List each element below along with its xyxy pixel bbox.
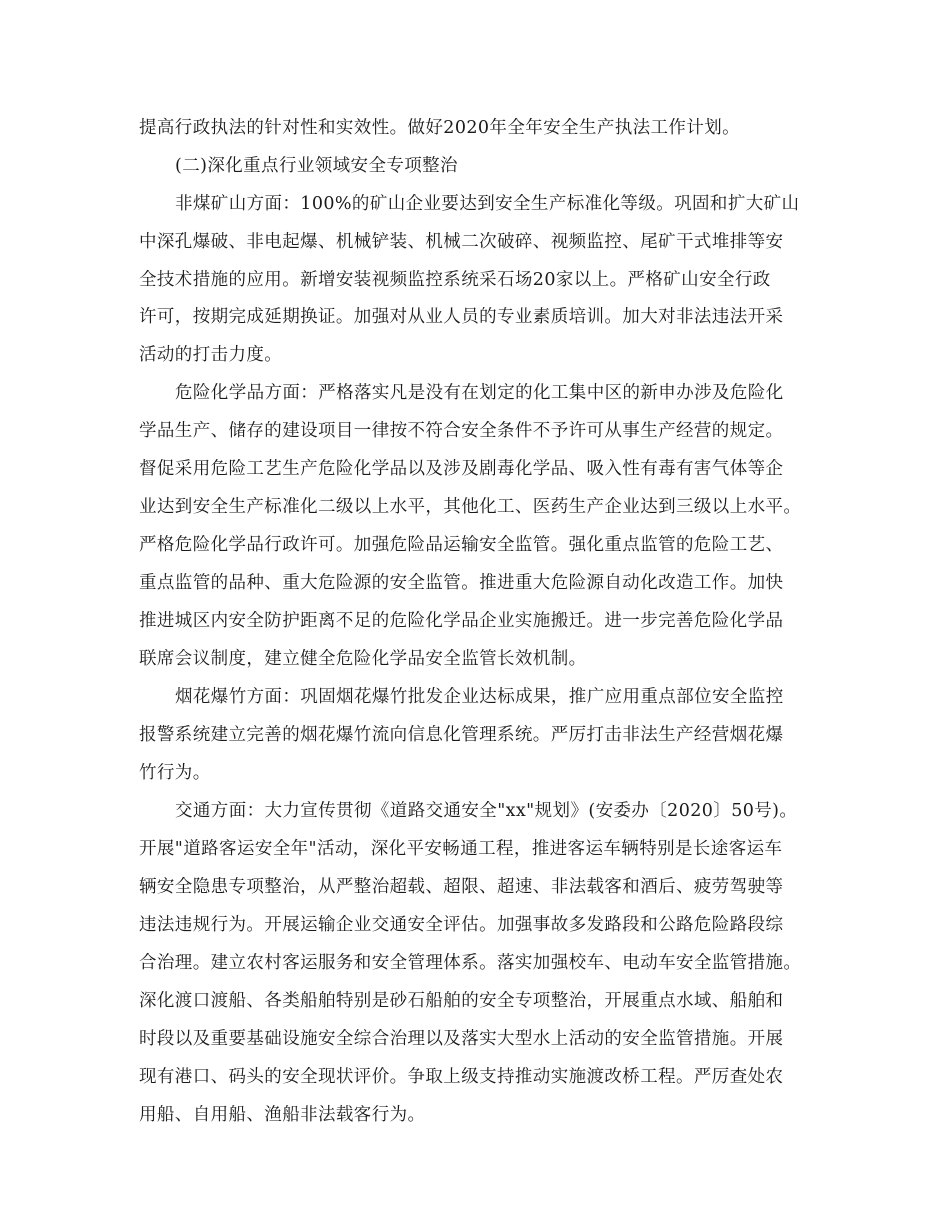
paragraph-line: 危险化学品方面：严格落实凡是没有在划定的化工集中区的新申办涉及危险化 [175, 383, 784, 403]
paragraph-line: 提高行政执法的针对性和实效性。做好2020年全年安全生产执法工作计划。 [139, 118, 741, 138]
paragraph-line: 开展"道路客运安全年"活动，深化平安畅通工程，推进客运车辆特别是长途客运车 [139, 839, 783, 859]
paragraph-line: 用船、自用船、渔船非法载客行为。 [139, 1105, 426, 1125]
paragraph-line: 活动的打击力度。 [139, 345, 283, 365]
paragraph-line: 深化渡口渡船、各类船舶特别是砂石船舶的安全专项整治，开展重点水域、船舶和 [139, 991, 784, 1011]
paragraph-line: 合治理。建立农村客运服务和安全管理体系。落实加强校车、电动车安全监管措施。 [139, 953, 802, 973]
paragraph-line: 业达到安全生产标准化二级以上水平，其他化工、医药生产企业达到三级以上水平。 [139, 497, 802, 517]
paragraph-line: 重点监管的品种、重大危险源的安全监管。推进重大危险源自动化改造工作。加快 [139, 573, 784, 593]
paragraph-line: 联席会议制度，建立健全危险化学品安全监管长效机制。 [139, 649, 587, 669]
paragraph-line: 烟花爆竹方面：巩固烟花爆竹批发企业达标成果，推广应用重点部位安全监控 [175, 687, 784, 707]
paragraph-line: 时段以及重要基础设施安全综合治理以及落实大型水上活动的安全监管措施。开展 [139, 1029, 784, 1049]
paragraph-line: 严格危险化学品行政许可。加强危险品运输安全监管。强化重点监管的危险工艺、 [139, 535, 784, 555]
paragraph-line: 督促采用危险工艺生产危险化学品以及涉及剧毒化学品、吸入性有毒有害气体等企 [139, 459, 784, 479]
paragraph-line: 非煤矿山方面：100%的矿山企业要达到安全生产标准化等级。巩固和扩大矿山 [175, 194, 800, 214]
paragraph-line: 中深孔爆破、非电起爆、机械铲装、机械二次破碎、视频监控、尾矿干式堆排等安 [139, 232, 784, 252]
paragraph-line: 交通方面：大力宣传贯彻《道路交通安全"xx"规划》(安委办〔2020〕50号)。 [175, 801, 798, 821]
section-heading: (二)深化重点行业领域安全专项整治 [175, 156, 458, 176]
paragraph-line: 报警系统建立完善的烟花爆竹流向信息化管理系统。严厉打击非法生产经营烟花爆 [139, 725, 784, 745]
paragraph-line: 现有港口、码头的安全现状评价。争取上级支持推动实施渡改桥工程。严厉查处农 [139, 1067, 784, 1087]
paragraph-line: 全技术措施的应用。新增安装视频监控系统采石场20家以上。严格矿山安全行政 [139, 270, 771, 290]
paragraph-line: 推进城区内安全防护距离不足的危险化学品企业实施搬迁。进一步完善危险化学品 [139, 611, 784, 631]
paragraph-line: 许可，按期完成延期换证。加强对从业人员的专业素质培训。加大对非法违法开采 [139, 307, 784, 327]
paragraph-line: 竹行为。 [139, 763, 211, 783]
paragraph-line: 违法违规行为。开展运输企业交通安全评估。加强事故多发路段和公路危险路段综 [139, 915, 784, 935]
paragraph-line: 学品生产、储存的建设项目一律按不符合安全条件不予许可从事生产经营的规定。 [139, 421, 784, 441]
paragraph-line: 辆安全隐患专项整治，从严整治超载、超限、超速、非法载客和酒后、疲劳驾驶等 [139, 877, 784, 897]
